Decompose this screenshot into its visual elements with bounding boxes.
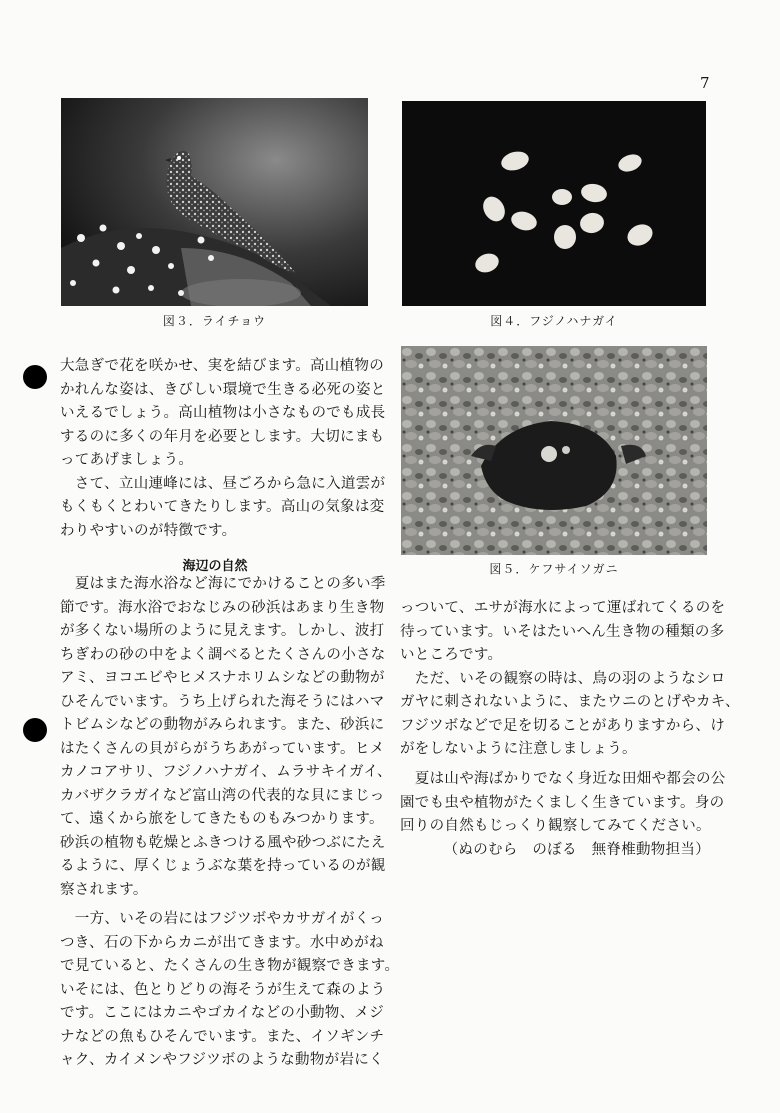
text-line: いところです。 <box>400 647 503 663</box>
text-line: ただ、いその観察の時は、鳥の羽のようなシロ <box>400 670 726 687</box>
page-number: 7 <box>700 74 710 92</box>
text-line: で見ていると、たくさんの生き物が観察できます。 <box>60 958 400 974</box>
figure-5-caption: 図５．ケフサイソガニ <box>489 562 619 576</box>
text-line: 節です。海水浴でおなじみの砂浜はあまり生き物 <box>60 599 385 616</box>
text-line: っついて、エサが海水によって運ばれてくるのを <box>400 600 726 616</box>
closing-paragraph <box>400 768 740 862</box>
right-column-text <box>400 597 740 762</box>
text-line: 大急ぎで花を咲かせ、実を結びます。高山植物の <box>60 358 385 374</box>
text-line: て、遠くから旅をしてきたものもみつかります。 <box>60 811 384 827</box>
left-section-text <box>60 573 400 1073</box>
figure-4-caption: 図４．フジノハナガイ <box>490 314 618 328</box>
text-line: もくもくとわいてきたりします。高山の気象は変 <box>60 499 385 515</box>
text-line: カバザクラガイなど富山湾の代表的な貝にまじっ <box>60 787 385 804</box>
text-line: するのに多くの年月を必要とします。大切にまも <box>60 428 385 445</box>
text-line: 夏はまた海水浴など海にでかけることの多い季 <box>60 576 386 592</box>
author-signature: （ぬのむら のぼる 無脊椎動物担当） <box>443 841 710 858</box>
punch-hole-top <box>23 365 47 389</box>
text-line: カノコアサリ、フジノハナガイ、ムラサキイガイ、 <box>60 764 392 780</box>
text-line: 園でも虫や植物がたくましく生きています。身の <box>400 794 725 811</box>
text-line: 夏は山や海ばかりでなく身近な田畑や都会の公 <box>400 771 726 787</box>
section-heading: 海辺の自然 <box>182 559 248 574</box>
text-line: フジツボなどで足を切ることがありますから、け <box>400 717 726 734</box>
text-line: 察されます。 <box>60 881 148 898</box>
text-line: が多くない場所のように見えます。しかし、波打 <box>60 623 385 639</box>
text-line: 一方、いその岩にはフジツボやカサガイがくっ <box>60 911 385 927</box>
text-line: いそには、色とりどりの海そうが生えて森のよう <box>60 981 386 998</box>
text-line: 砂浜の植物も乾燥とふきつける風や砂つぶにたえ <box>60 834 386 851</box>
text-line: です。ここにはカニやゴカイなどの小動物、メジ <box>60 1005 385 1021</box>
text-line: ちぎわの砂の中をよく調べるとたくさんの小さな <box>60 646 386 663</box>
text-line: トビムシなどの動物がみられます。また、砂浜に <box>60 717 385 733</box>
text-line: 待っています。いそはたいへん生き物の種類の多 <box>400 623 725 640</box>
text-line: わりやすいのが特徴です。 <box>60 522 237 539</box>
left-intro-text <box>60 355 400 543</box>
text-line: いえるでしょう。高山植物は小さなものでも成長 <box>60 405 386 421</box>
text-line: つき、石の下からカニが出てきます。水中めがね <box>60 934 384 951</box>
text-line: ってあげましょう。 <box>60 452 194 468</box>
text-line: かれんな姿は、きびしい環境で生きる必死の姿と <box>60 381 386 398</box>
text-line: はたくさんの貝がらがうちあがっています。ヒメ <box>60 740 385 757</box>
crab-photo <box>401 346 707 555</box>
text-line: さて、立山連峰には、昼ごろから急に入道雲が <box>60 475 386 492</box>
shells-photo <box>402 101 706 306</box>
text-line: ガヤに刺されないように、またウニのとげやカキ、 <box>400 694 740 710</box>
text-line: ナなどの魚もひそんでいます。また、イソギンチ <box>60 1028 385 1045</box>
text-line: ひそんでいます。うち上げられた海そうにはハマ <box>60 693 385 710</box>
text-line: がをしないように注意しましょう。 <box>400 741 637 757</box>
punch-hole-bottom <box>23 718 47 742</box>
text-line: るように、厚くじょうぶな葉を持っているのが観 <box>60 858 386 874</box>
figure-3-caption: 図３．ライチョウ <box>162 314 267 328</box>
text-line: アミ、ヨコエビやヒメスナホリムシなどの動物が <box>60 670 385 686</box>
text-line: ャク、カイメンやフジツボのような動物が岩にく <box>60 1052 384 1068</box>
ptarmigan-photo <box>61 98 368 306</box>
text-line: 回りの自然もじっくり観察してみてください。 <box>400 818 711 834</box>
